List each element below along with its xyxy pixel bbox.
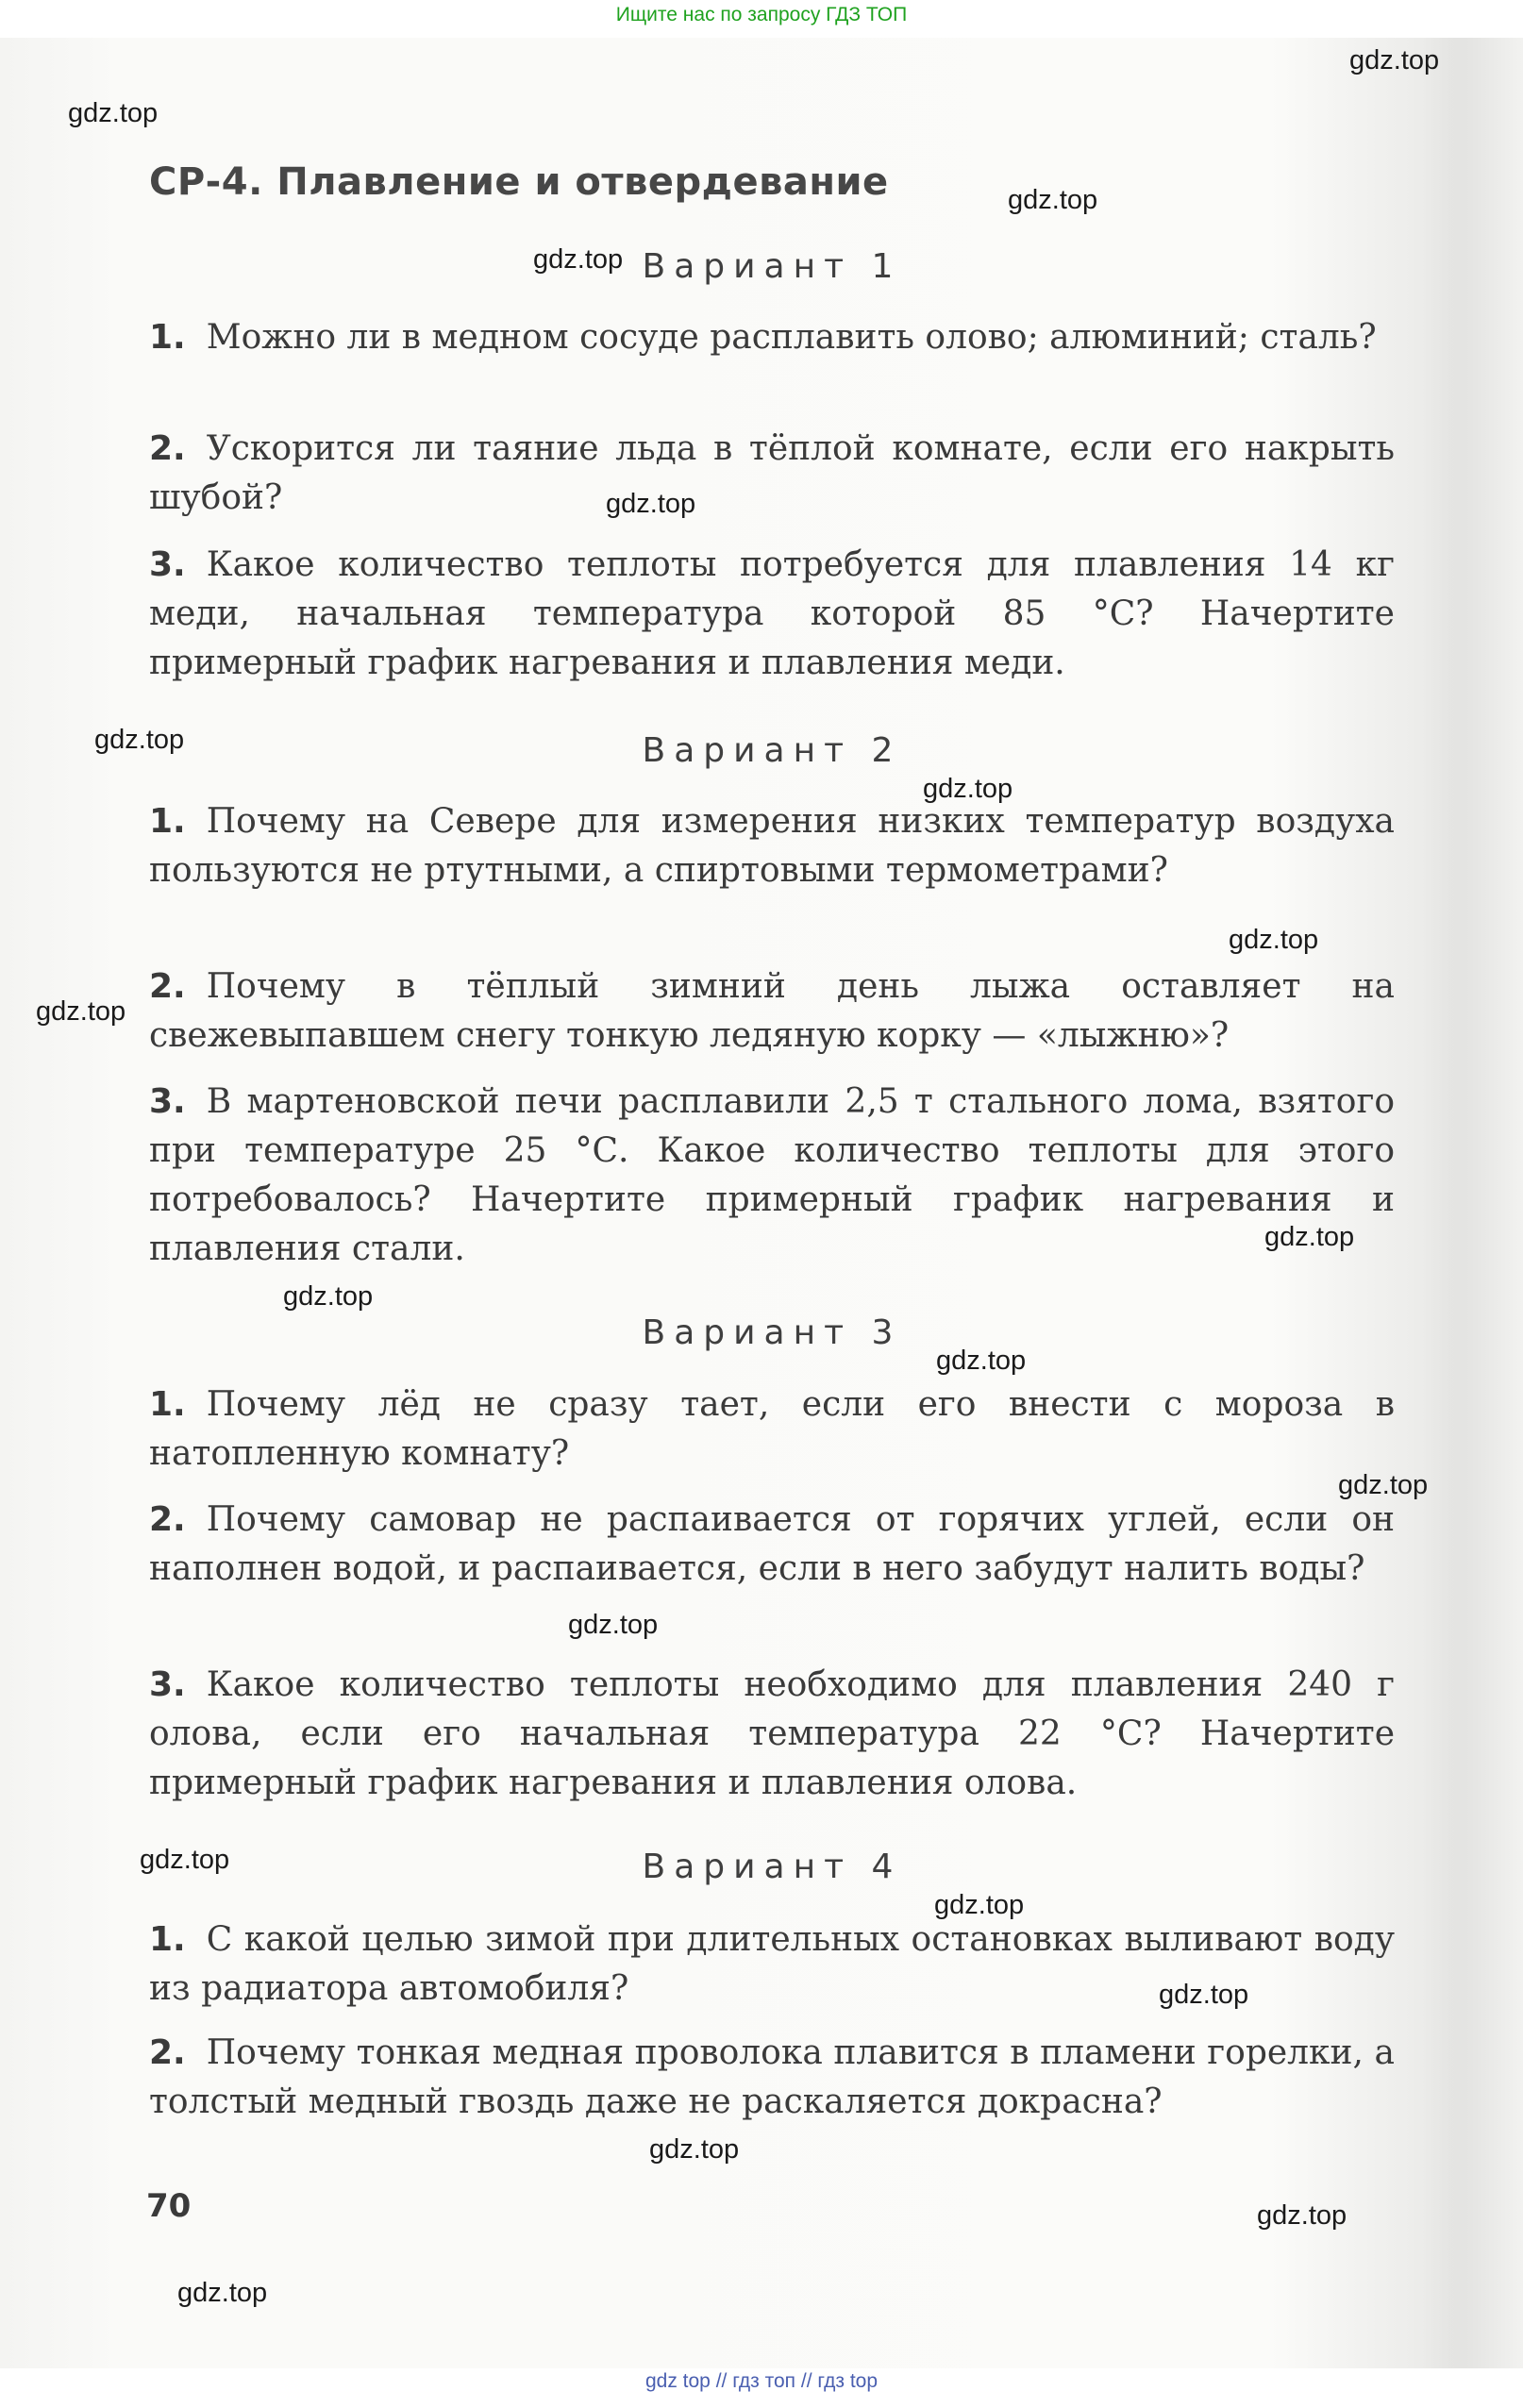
bottom-banner[interactable]: gdz top // гдз топ // гдз top (644, 2370, 879, 2392)
watermark: gdz.top (1264, 1222, 1355, 1252)
watermark: gdz.top (283, 1281, 374, 1312)
question-number: 2. (149, 429, 186, 468)
variant-2-heading: Вариант 2 (642, 731, 902, 770)
question-number: 2. (149, 1500, 186, 1539)
variant-3-heading: Вариант 3 (642, 1313, 902, 1352)
question-text: Почему на Севере для измерения низких температур воздуха пользуются не ртутными, а спиртовыми термометрами? (149, 802, 1395, 890)
watermark: gdz.top (649, 2134, 740, 2165)
question-text: Ускорится ли таяние льда в тёплой комнате, если его накрыть шубой? (149, 429, 1395, 517)
question-text: Какое количество теплоты потребуется для плавления 14 кг меди, начальная температура которой 85 °С? Начертите примерный график нагревания и плавления меди. (149, 545, 1395, 682)
variant-1-heading: Вариант 1 (642, 247, 902, 286)
question-text: В мартеновской печи расплавили 2,5 т стального лома, взятого при температуре 25 °С. Какое количество теплоты для этого потребовалось? Начертите примерный график нагревания и плавления стали. (149, 1082, 1395, 1268)
v3-question-3 (149, 1661, 1395, 1808)
v2-question-1 (149, 797, 1395, 895)
watermark: gdz.top (1257, 2200, 1347, 2231)
watermark: gdz.top (533, 244, 624, 275)
question-text: Почему самовар не распаивается от горячих углей, если он наполнен водой, и распаивается, если в него забудут налить воды? (149, 1500, 1395, 1588)
question-text: Почему в тёплый зимний день лыжа оставляет на свежевыпавшем снегу тонкую ледяную корку — «лыжню»? (149, 967, 1395, 1055)
watermark: gdz.top (1159, 1980, 1249, 2010)
v3-question-1 (149, 1380, 1395, 1479)
v1-question-3 (149, 541, 1395, 688)
question-number: 1. (149, 1385, 186, 1424)
question-number: 3. (149, 1082, 186, 1121)
watermark: gdz.top (94, 725, 185, 755)
v4-question-2 (149, 2029, 1395, 2127)
watermark: gdz.top (923, 774, 1013, 804)
question-number: 2. (149, 967, 186, 1006)
question-text: Почему тонкая медная проволока плавится в пламени горелки, а толстый медный гвоздь даже не раскаляется докрасна? (149, 2033, 1395, 2121)
watermark: gdz.top (36, 996, 126, 1027)
variant-4-heading: Вариант 4 (642, 1848, 902, 1886)
question-number: 3. (149, 545, 186, 584)
question-number: 1. (149, 802, 186, 841)
question-number: 2. (149, 2033, 186, 2072)
watermark: gdz.top (1008, 185, 1098, 215)
watermark: gdz.top (934, 1890, 1025, 1920)
watermark: gdz.top (177, 2278, 268, 2308)
watermark: gdz.top (1229, 925, 1319, 955)
v1-question-2 (149, 425, 1395, 523)
question-number: 1. (149, 1920, 186, 1959)
v2-question-3 (149, 1078, 1395, 1274)
v3-question-2 (149, 1496, 1395, 1594)
watermark: gdz.top (1338, 1470, 1429, 1500)
watermark: gdz.top (140, 1845, 230, 1875)
question-number: 3. (149, 1665, 186, 1704)
question-number: 1. (149, 318, 186, 357)
v2-question-2 (149, 962, 1395, 1061)
watermark: gdz.top (1349, 45, 1440, 75)
question-text: С какой целью зимой при длительных остановках выливают воду из радиатора автомобиля? (149, 1920, 1395, 2008)
watermark: gdz.top (936, 1346, 1027, 1376)
v1-question-1 (149, 313, 1395, 362)
top-banner[interactable]: Ищите нас по запросу ГДЗ ТОП (615, 4, 908, 25)
question-text: Можно ли в медном сосуде расплавить олово; алюминий; сталь? (206, 318, 1377, 357)
watermark: gdz.top (606, 489, 696, 519)
page-number: 70 (146, 2187, 192, 2225)
question-text: Какое количество теплоты необходимо для плавления 240 г олова, если его начальная температура 22 °С? Начертите примерный график нагревания и плавления олова. (149, 1665, 1395, 1802)
watermark: gdz.top (568, 1610, 659, 1640)
page-edge-shadow (1444, 38, 1523, 2368)
question-text: Почему лёд не сразу тает, если его внести с мороза в натопленную комнату? (149, 1385, 1395, 1473)
watermark: gdz.top (68, 98, 159, 128)
section-title: СР-4. Плавление и отвердевание (149, 160, 889, 204)
